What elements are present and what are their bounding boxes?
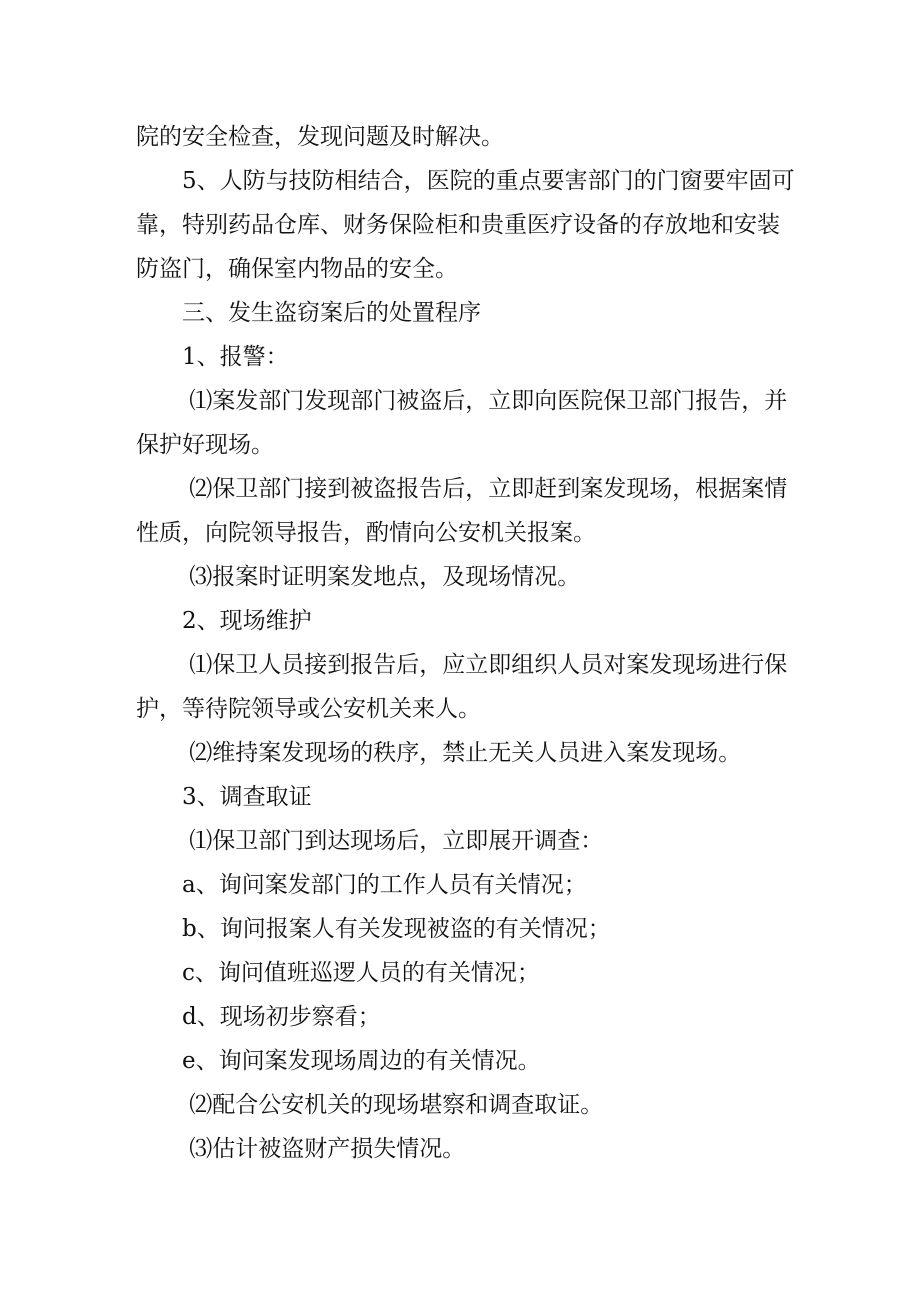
section-heading-3: 三、发生盗窃案后的处置程序 bbox=[136, 300, 481, 326]
list-item-c: c、询问值班巡逻人员的有关情况； bbox=[136, 960, 540, 986]
paragraph-item-5: 5、人防与技防相结合，医院的重点要害部门的门窗要牢固可靠，特别药品仓库、财务保险柜和贵重医疗设备的存放地和安装防盗门，确保室内物品的安全。 bbox=[136, 168, 795, 282]
paragraph-investigation-2: ⑵配合公安机关的现场堪察和调查取证。 bbox=[136, 1092, 604, 1118]
paragraph-investigation-3: ⑶估计被盗财产损失情况。 bbox=[136, 1136, 466, 1162]
list-item-e: e、询问案发现场周边的有关情况。 bbox=[136, 1048, 541, 1074]
paragraph-report-2: ⑵保卫部门接到被盗报告后，立即赶到案发现场，根据案情性质，向院领导报告，酌情向公安机关报案。 bbox=[136, 476, 788, 546]
paragraph-scene-1: ⑴保卫人员接到报告后，应立即组织人员对案发现场进行保护，等待院领导或公安机关来人。 bbox=[136, 652, 788, 722]
subheading-scene-maintenance: 2、现场维护 bbox=[136, 608, 312, 634]
paragraph-investigation-1: ⑴保卫部门到达现场后，立即展开调查： bbox=[136, 828, 604, 854]
subheading-report: 1、报警： bbox=[136, 344, 289, 370]
list-item-b: b、询问报案人有关发现被盗的有关情况； bbox=[136, 916, 611, 942]
paragraph-report-3: ⑶报案时证明案发地点，及现场情况。 bbox=[136, 564, 581, 590]
list-item-a: a、询问案发部门的工作人员有关情况； bbox=[136, 872, 587, 898]
paragraph-report-1: ⑴案发部门发现部门被盗后，立即向医院保卫部门报告，并保护好现场。 bbox=[136, 388, 788, 458]
paragraph-intro-continuation: 院的安全检查，发现问题及时解决。 bbox=[136, 124, 504, 150]
paragraph-scene-2: ⑵维持案发现场的秩序，禁止无关人员进入案发现场。 bbox=[136, 740, 742, 766]
list-item-d: d、现场初步察看； bbox=[136, 1004, 381, 1030]
subheading-investigation: 3、调查取证 bbox=[136, 784, 312, 810]
